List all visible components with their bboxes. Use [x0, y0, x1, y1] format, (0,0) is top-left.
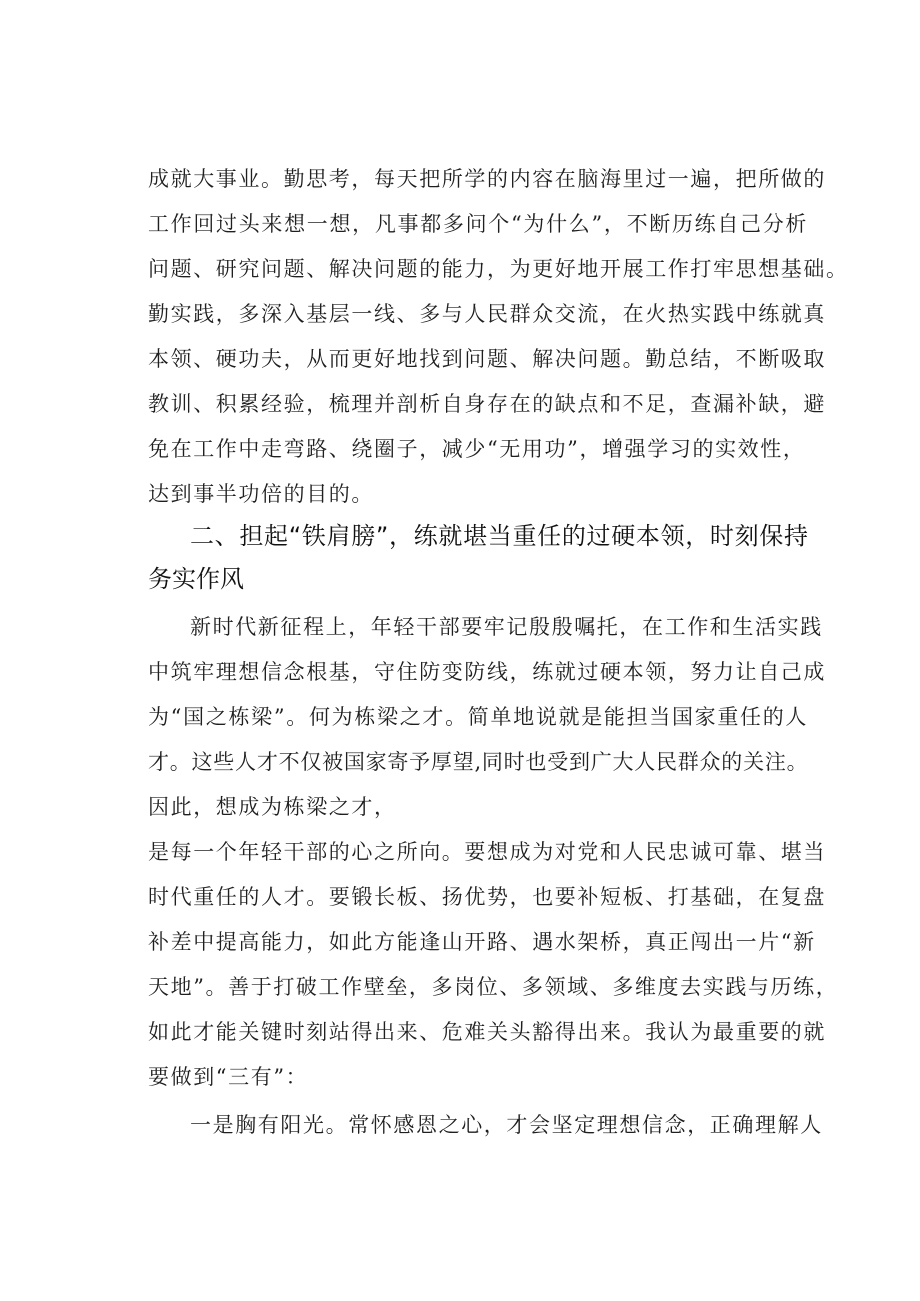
text-line: 时代重任的人才。要锻长板、扬优势，也要补短板、打基础，在复盘 [148, 885, 826, 909]
text-line: 为“国之栋梁”。何为栋梁之才。简单地说就是能担当国家重任的人 [148, 705, 808, 729]
text-line: 一是胸有阳光。常怀感恩之心，才会坚定理想信念，正确理解人 [190, 1113, 823, 1137]
text-line: 如此才能关键时刻站得出来、危难关头豁得出来。我认为最重要的就 [148, 1020, 826, 1044]
text-line: 教训、积累经验，梳理并剖析自身存在的缺点和不足，查漏补缺，避 [148, 392, 826, 416]
text-line: 本领、硬功夫，从而更好地找到问题、解决问题。勤总结，不断吸取 [148, 347, 826, 371]
text-line: 要做到“三有”： [148, 1065, 309, 1089]
text-line: 工作回过头来想一想，凡事都多问个“为什么”，不断历练自己分析 [148, 212, 808, 236]
text-line: 是每一个年轻干部的心之所向。要想成为对党和人民忠诚可靠、堪当 [148, 840, 826, 864]
text-line: 才。这些人才不仅被国家寄予厚望,同时也受到广大人民群众的关注。 [148, 750, 808, 774]
text-line: 免在工作中走弯路、绕圈子，减少“无用功”，增强学习的实效性， [148, 437, 806, 461]
text-line: 问题、研究问题、解决问题的能力，为更好地开展工作打牢思想基础。 [148, 257, 849, 281]
text-line: 中筑牢理想信念根基，守住防变防线，练就过硬本领，努力让自己成 [148, 660, 826, 684]
text-line: 达到事半功倍的目的。 [148, 482, 374, 506]
text-line: 成就大事业。勤思考，每天把所学的内容在脑海里过一遍，把所做的 [148, 167, 826, 191]
text-line: 勤实践，多深入基层一线、多与人民群众交流，在火热实践中练就真 [148, 302, 826, 326]
heading-line: 务实作风 [148, 565, 244, 593]
heading-line: 二、担起“铁肩膀”，练就堪当重任的过硬本领，时刻保持 [190, 522, 808, 550]
text-line: 新时代新征程上，年轻干部要牢记殷殷嘱托，在工作和生活实践 [190, 615, 823, 639]
text-line: 补差中提高能力，如此方能逢山开路、遇水架桥，真正闯出一片“新 [148, 930, 816, 954]
text-line: 因此，想成为栋梁之才， [148, 795, 397, 819]
text-line: 天地”。善于打破工作壁垒，多岗位、多领域、多维度去实践与历练， [148, 975, 839, 999]
